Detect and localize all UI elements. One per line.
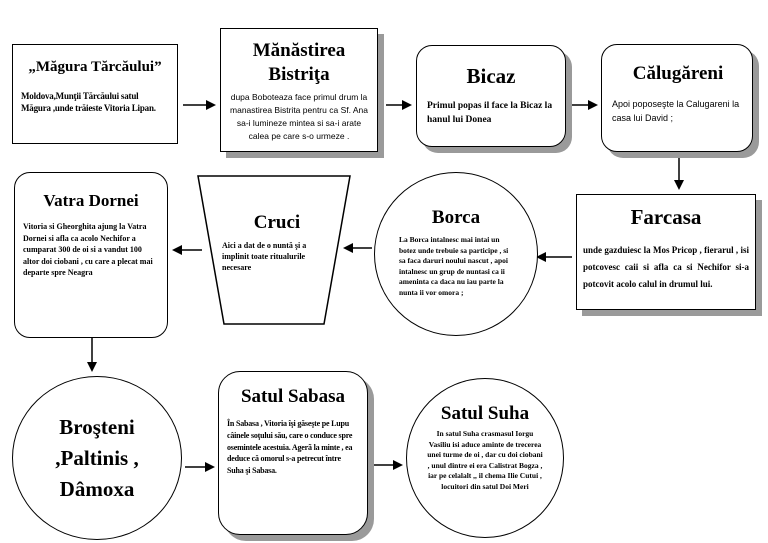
node-manastirea-title: Mănăstirea Bistriţa [252,40,346,85]
node-sabasa-text: În Sabasa , Vitoria îşi găseşte pe Lupu câinele soţului său, care o conduce spre osemintele acestuia. Agerã la minte , ea deduce că omorul s-a petrecut între Suha şi Sabasa. [227,419,353,476]
node-sabasa-title: Satul Sabasa [240,386,346,407]
node-farcasa-title: Farcasa [630,205,702,229]
node-bicaz-title: Bicaz [466,64,516,88]
node-borca-text: La Borca intalnesc mai intai un botez unde trebuie sa participe , si sa faca daruri noului nascut , apoi intalnesc un grup de nuntasi ca ii ameninta ca daca nu iau parte la nunta ii vor omora ; [399,235,509,297]
node-manastirea [220,28,378,152]
node-vatra-title: Vatra Dornei [43,191,139,210]
node-cruci-text: Aici a dat de o nuntă şi a implinit toate ritualurile necesare [222,241,307,272]
node-bicaz [416,45,566,147]
node-vatra [14,172,168,338]
node-calugareni-title: Călugăreni [632,63,724,84]
node-suha [406,378,564,538]
node-borca [374,172,538,336]
node-magura-text: Moldova,Munţii Tărcăului satul Măgura ,unde trăieste Vitoria Lipan. [21,91,156,113]
node-farcasa-text: unde gazduiesc la Mos Pricop , fierarul , isi potcovesc caii si afla ca si Nechifor si-a potcovit acolo calul in drumul lui. [583,245,749,289]
node-vatra-text: Vitoria si Gheorghita ajung la Vatra Dornei si afla ca acolo Nechifor a cumparat 300 de oi si a vandut 100 altor doi ciobani , cu care a plecat mai departe spre Neagra [23,222,153,277]
node-calugareni [601,44,753,152]
node-sabasa [218,371,368,535]
node-calugareni-text: Apoi poposeşte la Calugareni la casa lui David ; [612,99,740,123]
node-suha-title: Satul Suha [440,403,530,424]
node-suha-text: In satul Suha crasmasul Iorgu Vasiliu isi aduce aminte de trecerea unei turme de oi , dar cu doi ciobani , unul dintre ei era Calistrat Bogza , iar pe celalalt ,, il chema Ilie Cutui , locuitori din satul Doi Meri [427,429,543,491]
node-cruci-title: Cruci [253,212,301,233]
node-borca-title: Borca [431,207,481,228]
node-bicaz-text: Primul popas il face la Bicaz la hanul lui Donea [427,101,553,125]
node-brosteni-title: Broşteni ,Paltinis , Dâmoxa [55,414,139,501]
node-manastirea-text: dupa Boboteaza face primul drum la manastirea Bistrita pentru ca Sf. Ana sa-i lumineze mintea si sa-i arate calea pe care s-o urmeze . [230,92,368,141]
node-magura-title: „Măgura Tărcăului” [28,59,162,75]
node-cruci [222,212,332,273]
node-magura [12,44,178,144]
node-farcasa [576,194,756,310]
node-brosteni [12,376,182,540]
